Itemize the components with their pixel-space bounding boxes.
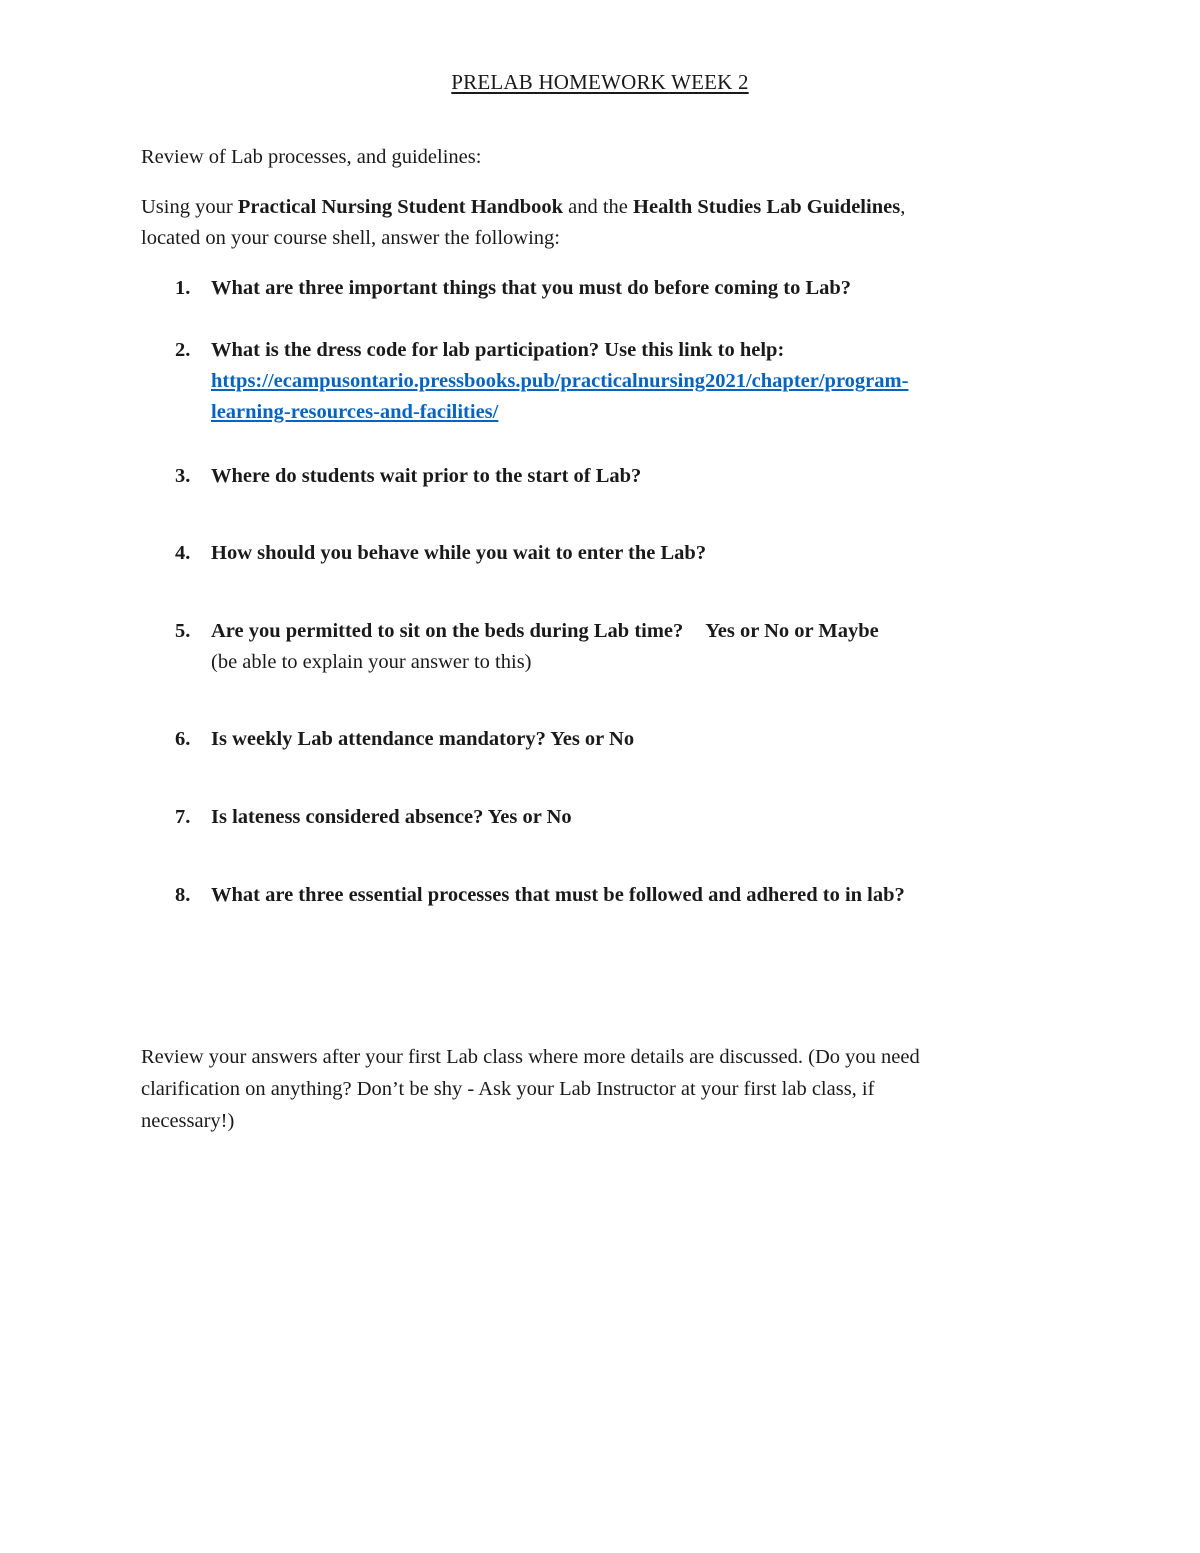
question-text: Is lateness considered absence? Yes or No	[211, 806, 572, 828]
answer-options: Yes or No or Maybe	[705, 620, 879, 642]
intro-prefix: Using your	[141, 196, 238, 218]
question-number: 5.	[175, 620, 191, 642]
question-text: Is weekly Lab attendance mandatory? Yes or No	[211, 728, 635, 750]
question-text: Are you permitted to sit on the beds during Lab time?	[211, 620, 684, 642]
question-number: 2.	[175, 339, 191, 361]
question-text: What is the dress code for lab participation? Use this link to help:	[211, 339, 785, 361]
intro-suffix: ,	[900, 196, 906, 218]
question-number: 4.	[175, 542, 191, 564]
question-text: What are three essential processes that must be followed and adhered to in lab?	[211, 884, 905, 906]
question-note: (be able to explain your answer to this)	[211, 651, 532, 673]
intro-paragraph	[141, 192, 1061, 254]
closing-line3: necessary!)	[141, 1110, 235, 1132]
question-number: 1.	[175, 277, 191, 299]
resource-link-line1[interactable]: https://ecampusontario.pressbooks.pub/practicalnursing2021/chapter/program-	[211, 370, 909, 392]
review-line: Review of Lab processes, and guidelines:	[141, 146, 482, 168]
question-number: 3.	[175, 465, 191, 487]
question-text: Where do students wait prior to the start of Lab?	[211, 465, 642, 487]
guidelines-title: Health Studies Lab Guidelines	[633, 196, 901, 218]
question-number: 8.	[175, 884, 191, 906]
question-number: 6.	[175, 728, 191, 750]
question-number: 7.	[175, 806, 191, 828]
resource-link-line2[interactable]: learning-resources-and-facilities/	[211, 401, 499, 423]
closing-line1: Review your answers after your first Lab class where more details are discussed. (Do you need	[141, 1046, 920, 1068]
question-text: What are three important things that you must do before coming to Lab?	[211, 277, 852, 299]
handbook-title: Practical Nursing Student Handbook	[237, 196, 564, 218]
intro-middle: and the	[563, 196, 634, 218]
closing-line2: clarification on anything? Don’t be shy - Ask your Lab Instructor at your first lab class, if	[141, 1078, 875, 1100]
page-title: PRELAB HOMEWORK WEEK 2	[451, 70, 749, 94]
closing-paragraph	[141, 1041, 1061, 1137]
intro-line2: located on your course shell, answer the following:	[141, 227, 560, 249]
question-text: How should you behave while you wait to enter the Lab?	[211, 542, 707, 564]
